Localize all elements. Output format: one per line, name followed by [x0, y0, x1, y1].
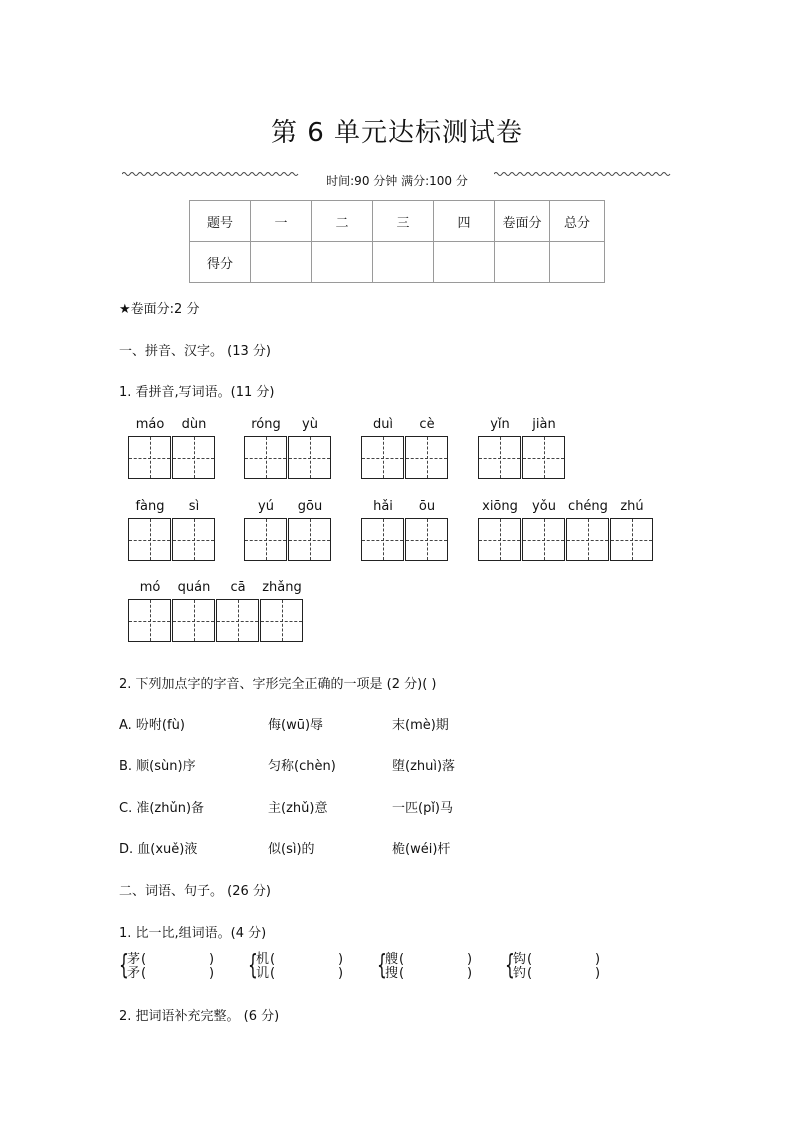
- score-input-cell[interactable]: [495, 242, 550, 283]
- neatness-note: ★卷面分:2 分: [119, 302, 200, 317]
- table-header-cell: 总分: [550, 201, 605, 242]
- answer-blank[interactable]: [535, 953, 593, 967]
- option-b-2: 匀称(chèn): [268, 759, 336, 774]
- answer-paren-close: ): [467, 966, 473, 981]
- answer-paren-open: (: [399, 966, 405, 981]
- pinyin-label: yù: [302, 417, 318, 432]
- compare-character: 搜: [385, 966, 399, 981]
- writing-grid-box[interactable]: [522, 436, 565, 479]
- pinyin-label: yǐn: [490, 417, 510, 432]
- brace-icon: {: [377, 948, 387, 981]
- option-a-3: 末(mè)期: [392, 718, 449, 733]
- compare-character: 钓: [513, 966, 527, 981]
- question-2-title: 2. 下列加点字的字音、字形完全正确的一项是 (2 分)( ): [119, 677, 437, 692]
- pinyin-label: yǒu: [532, 499, 556, 514]
- score-input-cell[interactable]: [373, 242, 434, 283]
- section-heading-1: 一、拼音、汉字。 (13 分): [119, 344, 271, 359]
- answer-blank[interactable]: [278, 953, 336, 967]
- writing-grid-box[interactable]: [244, 518, 287, 561]
- table-header-cell: 三: [373, 201, 434, 242]
- answer-paren-close: ): [595, 966, 601, 981]
- option-b-3: 堕(zhuì)落: [392, 759, 456, 774]
- score-table: [189, 200, 605, 283]
- question-3-title: 1. 比一比,组词语。(4 分): [119, 926, 267, 941]
- option-a-2: 侮(wū)辱: [268, 718, 324, 733]
- pinyin-label: róng: [251, 417, 281, 432]
- brace-icon: {: [505, 948, 515, 981]
- answer-blank[interactable]: [278, 967, 336, 981]
- compare-character: 茅: [127, 952, 141, 967]
- pinyin-label: zhǎng: [262, 580, 302, 595]
- answer-paren-open: (: [141, 966, 147, 981]
- compare-character: 艘: [385, 952, 399, 967]
- answer-blank[interactable]: [149, 967, 207, 981]
- writing-grid-box[interactable]: [522, 518, 565, 561]
- writing-grid-box[interactable]: [610, 518, 653, 561]
- brace-icon: {: [119, 948, 129, 981]
- pinyin-label: chéng: [568, 499, 608, 514]
- writing-grid-box[interactable]: [172, 518, 215, 561]
- pinyin-label: sì: [188, 499, 200, 514]
- pinyin-label: ōu: [418, 499, 436, 514]
- answer-paren-open: (: [141, 952, 147, 967]
- score-input-cell[interactable]: [434, 242, 495, 283]
- writing-grid-box[interactable]: [478, 518, 521, 561]
- writing-grid-box[interactable]: [361, 436, 404, 479]
- page-title: 第 6 单元达标测试卷: [270, 118, 524, 148]
- pinyin-label: mó: [139, 580, 161, 595]
- answer-paren-open: (: [527, 952, 533, 967]
- score-input-cell[interactable]: [251, 242, 312, 283]
- answer-paren-close: ): [467, 952, 473, 967]
- decorative-wave-right: [494, 170, 672, 178]
- answer-blank[interactable]: [407, 967, 465, 981]
- table-header-cell: 卷面分: [495, 201, 550, 242]
- answer-paren-close: ): [209, 966, 215, 981]
- table-header-cell: 四: [434, 201, 495, 242]
- answer-paren-open: (: [270, 952, 276, 967]
- writing-grid-box[interactable]: [361, 518, 404, 561]
- table-header-cell: 二: [312, 201, 373, 242]
- writing-grid-box[interactable]: [128, 436, 171, 479]
- pinyin-label: fàng: [135, 499, 165, 514]
- table-header-cell: 题号: [190, 201, 251, 242]
- pinyin-label: xiōng: [482, 499, 518, 514]
- option-d-3: 桅(wéi)杆: [392, 842, 451, 857]
- compare-character: 矛: [127, 966, 141, 981]
- pinyin-label: hǎi: [373, 499, 393, 514]
- writing-grid-box[interactable]: [172, 436, 215, 479]
- option-c-2: 主(zhǔ)意: [268, 801, 328, 816]
- compare-group: [119, 948, 219, 983]
- pinyin-label: jiàn: [532, 417, 556, 432]
- answer-paren-open: (: [399, 952, 405, 967]
- row-label-cell: 得分: [190, 242, 251, 283]
- score-input-cell[interactable]: [312, 242, 373, 283]
- compare-group: [248, 948, 348, 983]
- pinyin-label: cè: [419, 417, 435, 432]
- writing-grid-box[interactable]: [288, 436, 331, 479]
- brace-icon: {: [248, 948, 258, 981]
- writing-grid-box[interactable]: [405, 518, 448, 561]
- compare-group: [505, 948, 605, 983]
- writing-grid-box[interactable]: [478, 436, 521, 479]
- answer-paren-open: (: [270, 966, 276, 981]
- answer-paren-open: (: [527, 966, 533, 981]
- compare-character: 钩: [513, 952, 527, 967]
- answer-blank[interactable]: [149, 953, 207, 967]
- option-d-2: 似(sì)的: [268, 842, 315, 857]
- option-c-3: 一匹(pǐ)马: [392, 801, 454, 816]
- writing-grid-box[interactable]: [172, 599, 215, 642]
- option-a-1[interactable]: A. 吩咐(fù): [119, 718, 185, 733]
- table-header-cell: 一: [251, 201, 312, 242]
- writing-grid-box[interactable]: [288, 518, 331, 561]
- pinyin-label: máo: [135, 417, 165, 432]
- time-score-info: 时间:90 分钟 满分:100 分: [326, 174, 468, 188]
- pinyin-label: dùn: [181, 417, 207, 432]
- option-d-1[interactable]: D. 血(xuě)液: [119, 842, 198, 857]
- writing-grid-box[interactable]: [566, 518, 609, 561]
- option-b-1[interactable]: B. 顺(sùn)序: [119, 759, 196, 774]
- compare-character: 机: [256, 952, 270, 967]
- answer-blank[interactable]: [407, 953, 465, 967]
- answer-paren-close: ): [338, 952, 344, 967]
- question-1-title: 1. 看拼音,写词语。(11 分): [119, 385, 275, 400]
- compare-character: 讥: [256, 966, 270, 981]
- writing-grid-box[interactable]: [260, 599, 303, 642]
- writing-grid-box[interactable]: [128, 518, 171, 561]
- answer-paren-close: ): [338, 966, 344, 981]
- score-table-header-row: [190, 201, 605, 242]
- answer-paren-close: ): [209, 952, 215, 967]
- pinyin-label: cā: [230, 580, 246, 595]
- pinyin-label: duì: [372, 417, 394, 432]
- question-4-title: 2. 把词语补充完整。 (6 分): [119, 1009, 280, 1024]
- score-table-row: [190, 242, 605, 283]
- section-heading-2: 二、词语、句子。 (26 分): [119, 884, 271, 899]
- score-input-cell[interactable]: [550, 242, 605, 283]
- pinyin-label: zhú: [620, 499, 644, 514]
- answer-paren-close: ): [595, 952, 601, 967]
- writing-grid-box[interactable]: [128, 599, 171, 642]
- pinyin-label: gōu: [297, 499, 323, 514]
- writing-grid-box[interactable]: [216, 599, 259, 642]
- answer-blank[interactable]: [535, 967, 593, 981]
- compare-group: [377, 948, 477, 983]
- writing-grid-box[interactable]: [405, 436, 448, 479]
- pinyin-label: yú: [258, 499, 274, 514]
- pinyin-label: quán: [177, 580, 211, 595]
- writing-grid-box[interactable]: [244, 436, 287, 479]
- option-c-1[interactable]: C. 准(zhǔn)备: [119, 801, 205, 816]
